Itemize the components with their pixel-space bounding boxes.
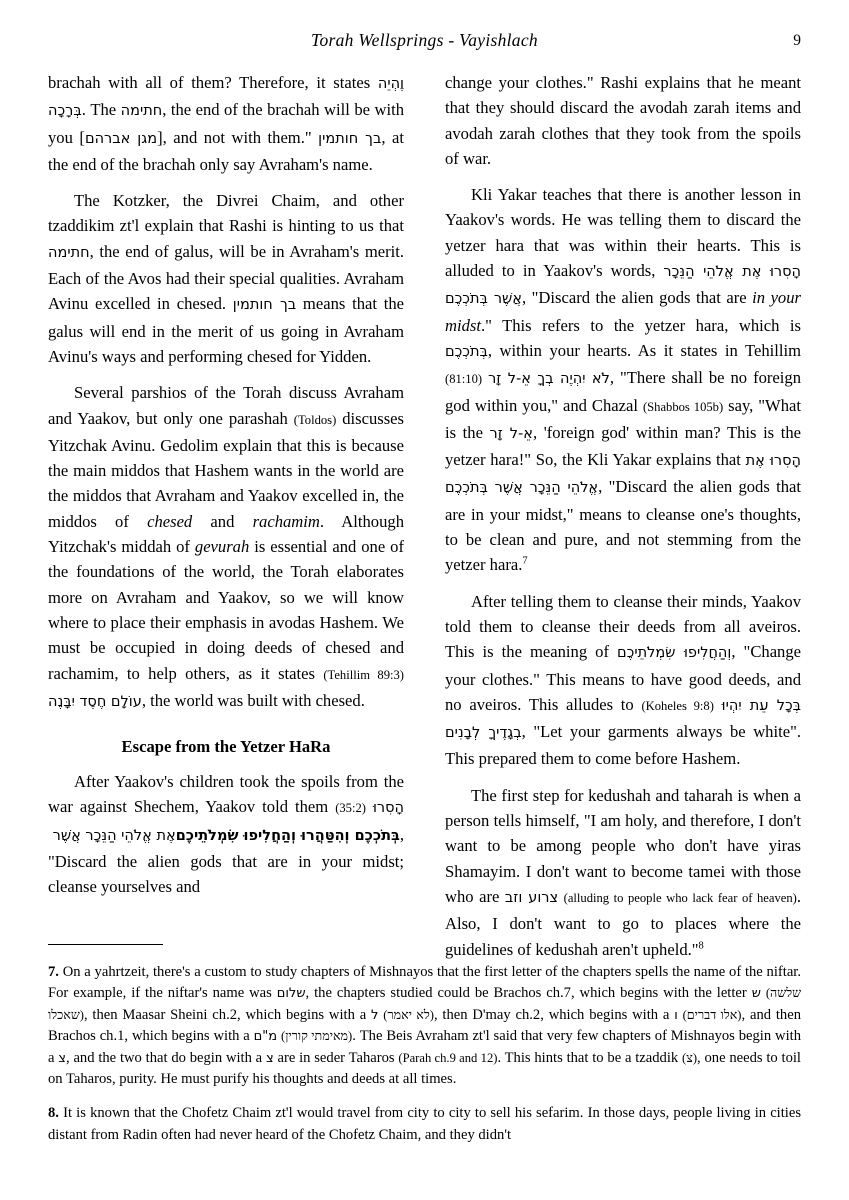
body-paragraph: brachah with all of them? Therefore, it states וֶהְיֵה בְּרָכָה. The חתימה, the end of the brachah will be with you [מגן אברהם], and not with them." בך חותמין, at the end of the brachah only say Avraham's name. (48, 73, 404, 174)
emphasis-text: in your midst (445, 288, 801, 335)
hebrew-text: חתימה (120, 103, 163, 120)
body-paragraph: The first step for kedushah and taharah is when a person tells himself, "I am holy, and therefore, I don't want to be among people who don't have yiras Shamayim. I don't want to become tamei with those who are צרוע וזב (alluding to people who lack fear of heaven). Also, I don't want to go to places where the guidelines of kedushah aren't upheld."$^8$ (445, 785, 801, 959)
hebrew-text: צ (265, 1050, 274, 1066)
hebrew-text: ו (674, 1007, 678, 1023)
hebrew-text-bold: בְּתֹכְכֶם וְהִטַּהֲרוּ וְהַחֲלִיפוּ שִׂמְלֹתֵיכֶם (175, 827, 400, 844)
right-column-paragraphs (445, 70, 801, 962)
hebrew-text: בְּתֹכְכֶם (445, 343, 488, 360)
source-citation: (אלו דברים) (682, 1007, 742, 1022)
hebrew-text: לֹא יִהְיֶה בְךָ אֵ-ל זָר (488, 371, 610, 388)
source-citation: (צ) (682, 1050, 698, 1065)
section-heading: Escape from the Yetzer HaRa (121, 737, 331, 757)
hebrew-text: וְהַחֲלִיפוּ שִׂמְלֹתֵיכֶם (617, 645, 732, 662)
source-citation: (Koheles 9:8) (641, 698, 714, 713)
source-citation: (Tehillim 89:3) (323, 667, 404, 682)
hebrew-text: בך חותמין (318, 130, 382, 147)
source-citation: (35:2) (335, 801, 366, 816)
hebrew-text: ש (751, 986, 761, 1002)
hebrew-text: הָסִרוּ אֶת אֱלֹהֵי הַנֵּכָר אֲשֶׁר (48, 800, 405, 844)
body-paragraph: The Kotzker, the Divrei Chaim, and other tzaddikim zt'l explain that Rashi is hinting to us that חתימה, the end of galus, will be in Avraham's merit. Each of the Avos had their special qualities. Avraham Avinu excelled in chesed. בך חותמין means that the galus will end in the merit of us going in Avraham Avinu's ways and performing chesed for Yidden. (48, 191, 404, 366)
footnote-separator (48, 944, 163, 945)
footnote-reference[interactable]: 7 (522, 555, 528, 567)
emphasis-text: gevurah (194, 537, 250, 557)
body-paragraph: Kli Yakar teaches that there is another lesson in Yaakov's words. He was telling them to discard the yetzer hara that was within their hearts. This is alluded to in Yaakov's words, הָסִרוּ אֶת אֱלֹהֵי הַנֵּכָר אֲשֶׁר בְּתֹכְכֶם, "Discard the alien gods that are in your midst." This refers to the yetzer hara, which is בְּתֹכְכֶם, within your hearts. As it states in Tehillim (81:10) לֹא יִהְיֶה בְךָ אֵ-ל זָר, "There shall be no foreign god within you," and Chazal (Shabbos 105b) say, "What is the אֵ-ל זָר, 'foreign god' within man? This is the yetzer hara!" So, the Kli Yakar explains that הָסִרוּ אֶת אֱלֹהֵי הַנֵּכָר אֲשֶׁר בְּתֹכְכֶם, "Discard the alien gods that are in your midst," means to cleanse one's thoughts, to be clean and pure, and not stemming from the yetzer hara.$^7$ (445, 185, 802, 575)
hebrew-text: אֵ-ל זָר (489, 425, 533, 442)
hebrew-text: מגן אברהם (84, 130, 158, 147)
footnotes-area (48, 962, 801, 1159)
two-column-body (48, 70, 802, 959)
page-number: 9 (793, 32, 801, 49)
emphasis-text: rachamim (252, 511, 320, 531)
running-head-title: Torah Wellsprings - Vayishlach (311, 30, 538, 50)
left-column-paragraphs (48, 70, 404, 715)
hebrew-text: בְּכָל עֵת יִהְיוּ בְגָדֶיךָ לְבָנִים (445, 697, 801, 742)
hebrew-text: שלום (276, 986, 306, 1002)
body-paragraph: change your clothes." Rashi explains that he meant that they should discard the avodah zarah items and avodah zarah clothes that they took from the spoils of war. (445, 73, 801, 168)
footnote-number: 7. (48, 964, 59, 980)
hebrew-text: בך חותמין (232, 297, 297, 314)
emphasis-text: chesed (147, 511, 193, 531)
left-column-paragraphs-after-heading (48, 769, 404, 899)
body-paragraph: Several parshios of the Torah discuss Avraham and Yaakov, but only one parashah (Toldos) discusses Yitzchak Avinu. Gedolim explain that this is because the main middos that Hashem wants in the world are the middos that Avraham and Yaakov excelled in, the middos of chesed and rachamim. Although Yitzchak's middah of gevurah is essential and one of the foundations of the world, the Torah elaborates more on Avraham and Yaakov, so we will know where to place their emphasis in avodas Hashem. We must be occupied in doing deeds of chesed and rachamim, to help others, as it states (Tehillim 89:3) עוֹלָם חֶסֶד יִבָּנֶה, the world was built with chesed. (48, 383, 404, 710)
source-citation: (alluding to people who lack fear of heaven) (563, 890, 797, 905)
source-citation: (Parah ch.9 and 12) (398, 1050, 498, 1065)
hebrew-text: חתימה (48, 244, 90, 261)
source-citation: (שלשה שאכלו) (48, 986, 801, 1022)
source-citation: (לא יאמר) (383, 1007, 434, 1022)
body-paragraph: After Yaakov's children took the spoils from the war against Shechem, Yaakov told them (35:2) הָסִרוּ אֶת אֱלֹהֵי הַנֵּכָר אֲשֶׁר בְּתֹכְכֶם וְהִטַּהֲרוּ וְהַחֲלִיפוּ שִׂמְלֹתֵיכֶם, "Discard the alien gods that are in your midst; cleanse yourselves and (48, 772, 405, 897)
hebrew-text: צ (58, 1050, 66, 1066)
source-citation: (81:10) (445, 372, 483, 387)
page-header (48, 30, 801, 56)
hebrew-text: צרוע וזב (504, 889, 559, 906)
footnote: 7. On a yahrtzeit, there's a custom to study chapters of Mishnayos that the first letter of the chapters spells the name of the niftar. For example, if the niftar's name was שלום, the chapters studied could be Brachos ch.7, which begins with the letter ש (שלשה שאכלו), then Maasar Sheini ch.2, which begins with a ל (לא יאמר), then D'may ch.2, which begins with a ו (אלו דברים), and then Brachos ch.1, which begins with a מ"ם (מאימתי קורין). The Beis Avraham zt'l said that very few chapters of Mishnayos begin with a צ, and the two that do begin with a צ are in seder Taharos (Parah ch.9 and 12). This hints that to be a tzaddik (צ), one needs to toil on Taharos, purity. He must purify his thoughts and deeds at all times. (48, 964, 801, 1088)
left-column (48, 70, 404, 900)
source-citation: (Shabbos 105b) (642, 399, 724, 414)
footnote: 8. It is known that the Chofetz Chaim zt'l would travel from city to city to sell his sefarim. In those days, people living in cities distant from Radin often had never heard of the Chofetz Chaim, and they didn't (48, 1105, 801, 1143)
footnote-number: 8. (48, 1105, 59, 1122)
body-paragraph: After telling them to cleanse their minds, Yaakov told them to cleanse their deeds from all aveiros. This is the meaning of וְהַחֲלִיפוּ שִׂמְלֹתֵיכֶם, "Change your clothes." This means to have good deeds, and no aveiros. This alludes to (Koheles 9:8) בְּכָל עֵת יִהְיוּ בְגָדֶיךָ לְבָנִים, "Let your garments always be white". This prepared them to come before Hashem. (445, 591, 802, 769)
right-column (445, 70, 801, 962)
hebrew-text: עוֹלָם חֶסֶד יִבָּנֶה (48, 693, 142, 710)
source-citation: (Toldos) (293, 412, 337, 427)
hebrew-text: מ"ם (253, 1029, 278, 1045)
footnote-reference[interactable]: 8 (698, 939, 704, 951)
hebrew-text: הָסִרוּ אֶת אֱלֹהֵי הַנֵּכָר אֲשֶׁר בְּתֹכְכֶם (445, 453, 801, 497)
hebrew-text: ל (371, 1007, 379, 1023)
hebrew-text: הָסִרוּ אֶת אֱלֹהֵי הַנֵּכָר אֲשֶׁר בְּתֹכְכֶם (445, 264, 801, 308)
source-citation: (מאימתי קורין) (281, 1029, 353, 1044)
hebrew-text: וֶהְיֵה בְּרָכָה (48, 76, 404, 120)
